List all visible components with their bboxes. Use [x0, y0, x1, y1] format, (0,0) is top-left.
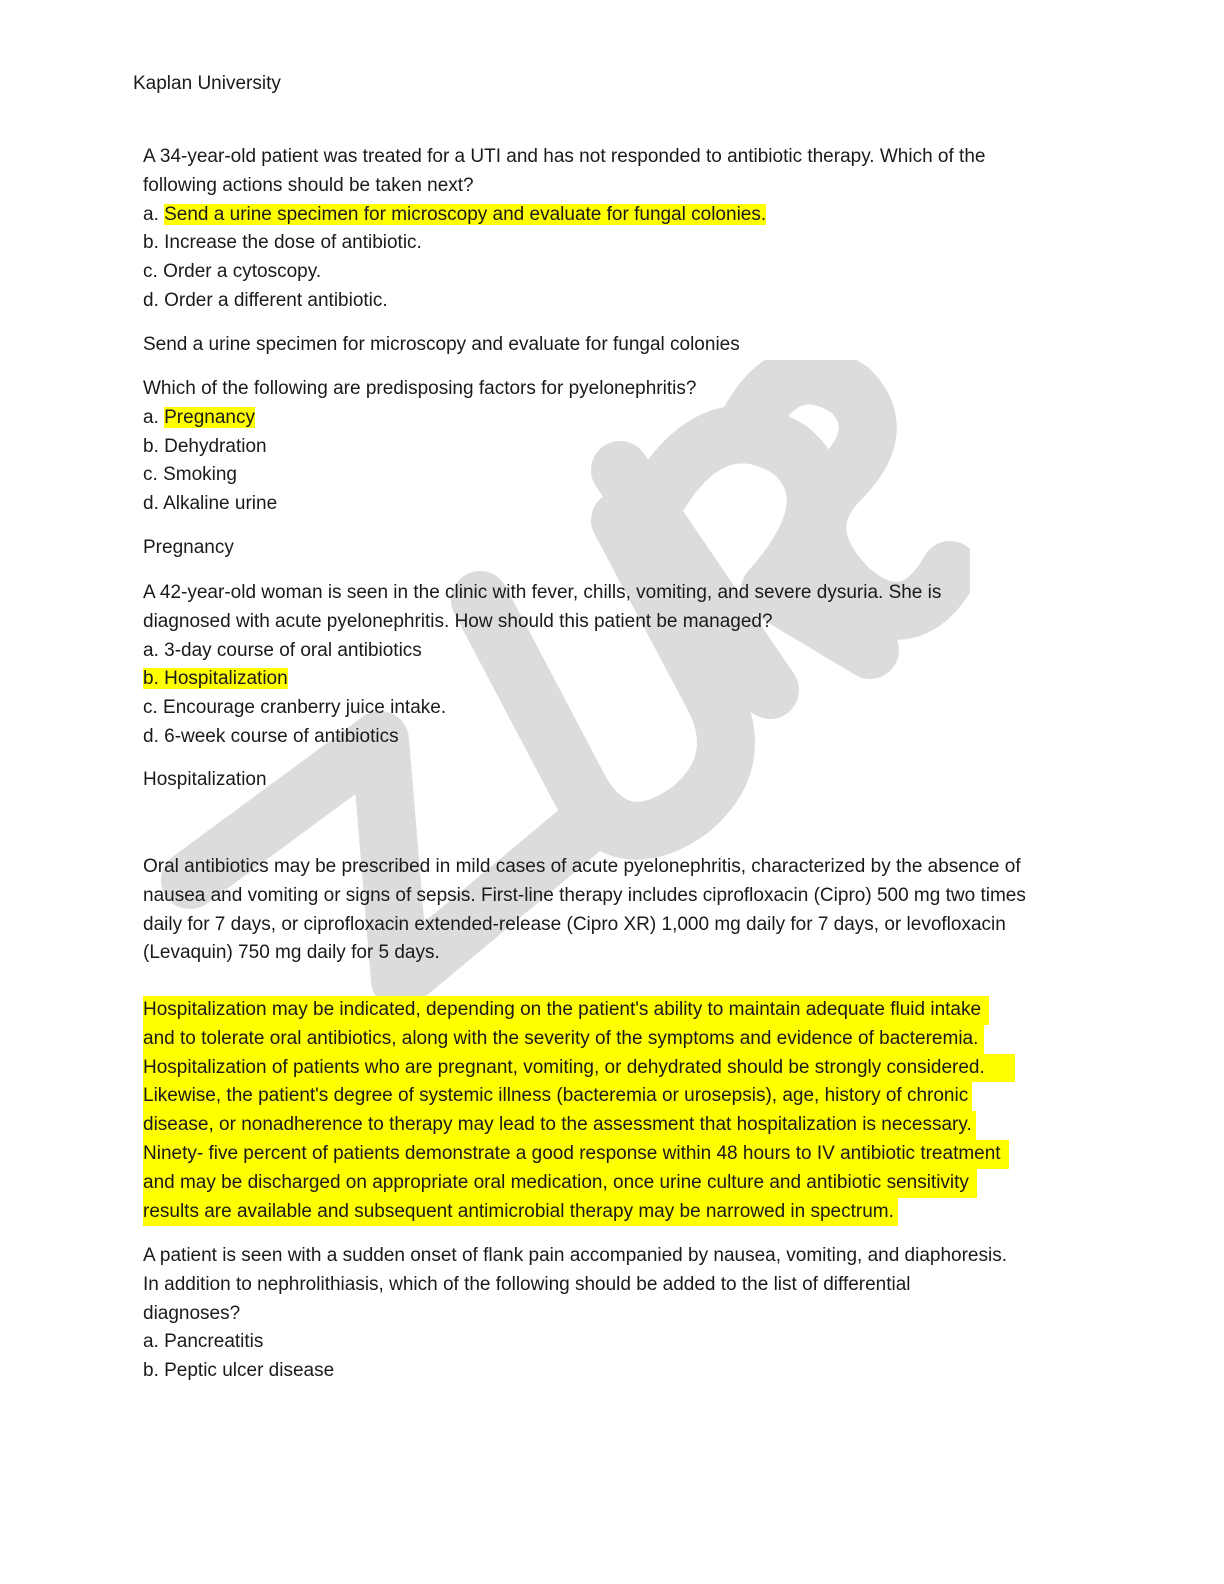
answer-text: Send a urine specimen for microscopy and evaluate for fungal colonies: [143, 334, 740, 355]
highlighted-line: Likewise, the patient's degree of systemic illness (bacteremia or urosepsis), age, history of chronic: [143, 1082, 972, 1111]
question-3: [143, 579, 1083, 752]
question-stem-line: Which of the following are predisposing factors for pyelonephritis?: [143, 378, 697, 399]
option-letter: a.: [143, 406, 165, 428]
question-stem-line: diagnoses?: [143, 1302, 241, 1324]
option-d: d. 6-week course of antibiotics: [143, 725, 399, 747]
highlighted-line: Hospitalization may be indicated, depending on the patient's ability to maintain adequate fluid intake: [143, 996, 989, 1025]
option-d: [143, 490, 1083, 519]
question-stem-line: A 34-year-old patient was treated for a UTI and has not responded to antibiotic therapy. Which of the: [143, 146, 986, 167]
option-letter: a.: [143, 203, 165, 225]
option-text: Smoking: [163, 464, 237, 486]
option-text-highlighted: Send a urine specimen for microscopy and evaluate for fungal colonies.: [164, 203, 767, 225]
highlighted-line: disease, or nonadherence to therapy may lead to the assessment that hospitalization is necessary.: [143, 1111, 976, 1140]
answer-text: Pregnancy: [143, 537, 234, 558]
option-a: a. 3-day course of oral antibiotics: [143, 639, 422, 661]
answer-3: [143, 766, 1083, 795]
paragraph-line: nausea and vomiting or signs of sepsis. First-line therapy includes ciprofloxacin (Cipro) 500 mg two times: [143, 884, 1026, 906]
option-letter: b.: [143, 232, 165, 254]
option-b: [143, 665, 1083, 694]
option-letter: d.: [143, 289, 165, 311]
answer-text: Hospitalization: [143, 769, 267, 790]
option-text-highlighted: b. Hospitalization: [143, 668, 288, 690]
question-2: [143, 375, 1083, 519]
option-letter: b.: [143, 435, 165, 457]
highlighted-line: and to tolerate oral antibiotics, along with the severity of the symptoms and evidence of bacteremia.: [143, 1025, 984, 1054]
paragraph-line: Oral antibiotics may be prescribed in mild cases of acute pyelonephritis, characterized by the absence of: [143, 856, 1021, 877]
question-stem-line: A 42-year-old woman is seen in the clinic with fever, chills, vomiting, and severe dysuria. She is: [143, 582, 942, 603]
option-text: Increase the dose of antibiotic.: [164, 232, 422, 254]
option-text: Dehydration: [164, 435, 267, 457]
option-letter: d.: [143, 493, 164, 515]
option-text: Order a different antibiotic.: [164, 289, 388, 311]
option-c: c. Encourage cranberry juice intake.: [143, 697, 447, 719]
answer-1: [143, 331, 1083, 360]
option-text-highlighted: Pregnancy: [164, 406, 255, 428]
highlighted-line: Hospitalization of patients who are pregnant, vomiting, or dehydrated should be strongly considered.: [143, 1054, 1015, 1083]
question-stem-line: diagnosed with acute pyelonephritis. How should this patient be managed?: [143, 610, 773, 632]
question-1: [143, 143, 1083, 316]
highlighted-line: and may be discharged on appropriate oral medication, once urine culture and antibiotic sensitivity: [143, 1169, 977, 1198]
option-b: [143, 433, 1083, 462]
highlighted-line: results are available and subsequent antimicrobial therapy may be narrowed in spectrum.: [143, 1198, 898, 1227]
option-a: a. Pancreatitis: [143, 1331, 264, 1353]
option-text: Alkaline urine: [163, 493, 278, 515]
option-c: [143, 461, 1083, 490]
question-stem-line: In addition to nephrolithiasis, which of the following should be added to the list of differential: [143, 1273, 911, 1295]
option-b: [143, 229, 1083, 258]
paragraph-line: daily for 7 days, or ciprofloxacin extended-release (Cipro XR) 1,000 mg daily for 7 days, or levofloxacin: [143, 913, 1006, 935]
option-letter: c.: [143, 261, 164, 283]
option-b: b. Peptic ulcer disease: [143, 1360, 335, 1382]
paragraph-line: (Levaquin) 750 mg daily for 5 days.: [143, 942, 440, 964]
option-a: [143, 404, 1083, 433]
option-letter: c.: [143, 464, 164, 486]
option-a: [143, 201, 1083, 230]
question-stem-line: A patient is seen with a sudden onset of flank pain accompanied by nausea, vomiting, and diaphoresis.: [143, 1245, 1007, 1266]
explanation-paragraph-1: [143, 853, 1083, 968]
option-c: [143, 258, 1083, 287]
question-4: [143, 1242, 1083, 1386]
question-stem-line: following actions should be taken next?: [143, 174, 474, 196]
document-header: Kaplan University: [133, 73, 281, 94]
explanation-paragraph-2-highlighted: [143, 996, 1083, 1226]
answer-2: [143, 534, 1083, 563]
highlighted-line: Ninety- five percent of patients demonstrate a good response within 48 hours to IV antibiotic treatment: [143, 1140, 1009, 1169]
option-text: Order a cytoscopy.: [163, 261, 322, 283]
option-d: [143, 287, 1083, 316]
